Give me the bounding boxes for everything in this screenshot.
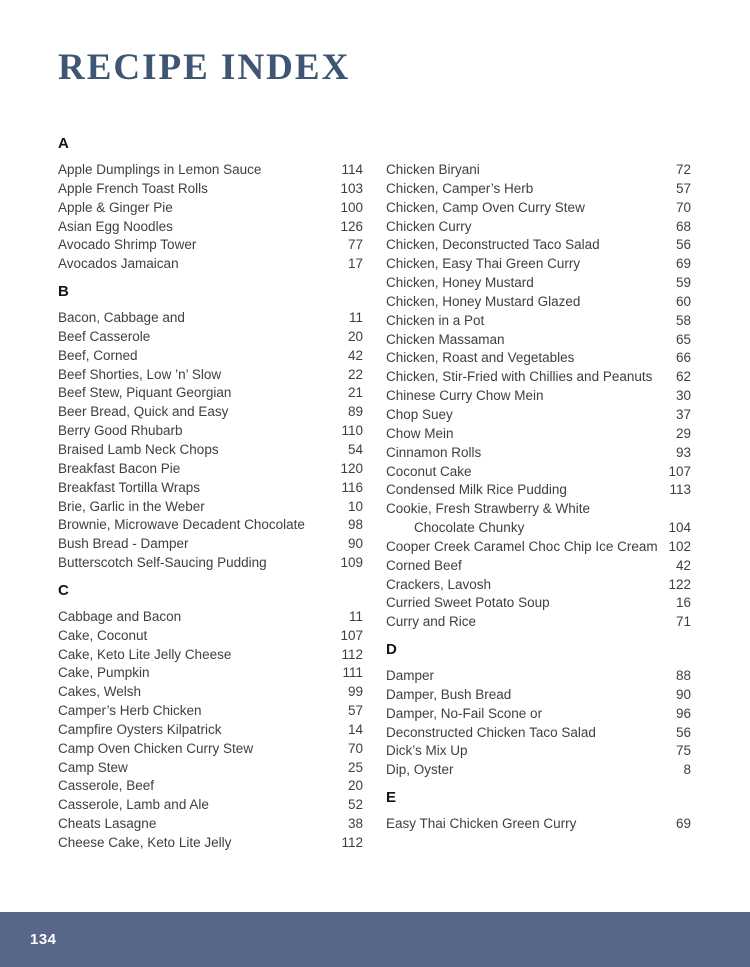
index-entry-line — [58, 759, 363, 778]
index-entry — [58, 683, 363, 702]
section-letter-e: E — [386, 789, 397, 807]
entry-name: Chicken, Easy Thai Green Curry — [386, 256, 581, 272]
entry-name: Apple Dumplings in Lemon Sauce — [58, 162, 262, 177]
index-entry-line — [386, 293, 691, 312]
entry-name: Coconut Cake — [386, 463, 472, 479]
entry-name: Cake, Coconut — [58, 627, 148, 643]
index-entry — [58, 834, 363, 853]
index-entry — [58, 554, 363, 573]
entry-name: Deconstructed Chicken Taco Salad — [386, 724, 596, 740]
entry-name: Curried Sweet Potato Soup — [386, 595, 550, 611]
entry-page-number: 111 — [342, 665, 363, 681]
entry-page-number: 66 — [675, 350, 691, 366]
index-entry — [386, 667, 691, 686]
entry-page-number: 100 — [340, 199, 363, 215]
index-entry — [58, 479, 363, 498]
index-entry-line — [386, 199, 691, 218]
index-entry — [386, 425, 691, 444]
index-column-left — [58, 126, 363, 853]
entry-page-number: 38 — [347, 816, 363, 832]
entry-page-number: 98 — [347, 517, 363, 533]
entry-page-number: 52 — [347, 797, 363, 813]
index-entry — [58, 422, 363, 441]
index-entry — [58, 608, 363, 627]
entry-name: Cheese Cake, Keto Lite Jelly — [58, 835, 232, 850]
entry-page-number: 59 — [675, 275, 691, 291]
entry-name: Chicken, Honey Mustard — [386, 275, 534, 291]
entry-name: Asian Egg Noodles — [58, 218, 173, 234]
index-entry — [386, 463, 691, 482]
entry-name: Cookie, Fresh Strawberry & White — [386, 501, 591, 517]
index-entry-line — [386, 481, 691, 500]
entry-page-number: 42 — [675, 557, 691, 573]
entry-name: Damper — [386, 668, 435, 684]
entry-name: Chicken, Roast and Vegetables — [386, 350, 575, 366]
entry-name: Braised Lamb Neck Chops — [58, 441, 219, 457]
index-entry-line — [386, 218, 691, 237]
index-entry-line — [58, 664, 363, 683]
index-entry-line — [386, 667, 691, 686]
index-entry — [58, 328, 363, 347]
index-entry — [386, 180, 691, 199]
index-entry-line — [386, 538, 691, 557]
index-entry — [58, 236, 363, 255]
index-entry — [386, 161, 691, 180]
entry-page-number: 104 — [668, 520, 691, 536]
entry-page-number: 72 — [675, 162, 691, 177]
entry-page-number: 20 — [347, 778, 363, 794]
entry-page-number: 70 — [675, 199, 691, 215]
entry-page-number: 14 — [347, 721, 363, 737]
index-entry-line — [386, 613, 691, 632]
index-entry — [58, 255, 363, 274]
index-entry — [386, 761, 691, 780]
entry-page-number: 56 — [675, 724, 691, 740]
entry-page-number: 25 — [347, 759, 363, 775]
index-entry-line — [386, 274, 691, 293]
entry-name: Apple French Toast Rolls — [58, 180, 208, 196]
index-entry — [58, 161, 363, 180]
index-entry-line — [386, 331, 691, 350]
entry-page-number: 89 — [347, 404, 363, 420]
section-letter-d: D — [386, 641, 397, 659]
entry-name: Chicken, Honey Mustard Glazed — [386, 293, 581, 309]
entry-page-number: 88 — [675, 668, 691, 684]
entry-page-number: 93 — [675, 444, 691, 460]
index-entry-line — [386, 576, 691, 595]
entry-page-number: 65 — [675, 331, 691, 347]
index-entry-line — [386, 236, 691, 255]
entry-name: Chinese Curry Chow Mein — [386, 388, 544, 404]
entry-name: Beef Casserole — [58, 328, 151, 344]
index-entry — [58, 664, 363, 683]
entry-page-number: 107 — [668, 463, 691, 479]
entry-name: Camper’s Herb Chicken — [58, 703, 202, 719]
index-entry-line — [386, 724, 691, 743]
entry-page-number: 90 — [675, 686, 691, 702]
index-entry — [58, 460, 363, 479]
entry-name: Apple & Ginger Pie — [58, 199, 173, 215]
index-entry-line — [386, 705, 691, 724]
index-entry-line — [58, 627, 363, 646]
index-entry — [58, 384, 363, 403]
index-entry-line — [58, 255, 363, 274]
index-entry — [58, 702, 363, 721]
entry-page-number: 42 — [347, 347, 363, 363]
entry-name: Berry Good Rhubarb — [58, 423, 183, 439]
index-entry — [386, 815, 691, 834]
index-entry — [386, 218, 691, 237]
entry-name: Campfire Oysters Kilpatrick — [58, 721, 222, 737]
entry-page-number: 62 — [675, 369, 691, 385]
entry-page-number: 70 — [347, 740, 363, 756]
entry-name: Cabbage and Bacon — [58, 608, 182, 624]
index-entry-line — [386, 425, 691, 444]
index-entry-line — [58, 161, 363, 180]
index-entry-line — [58, 479, 363, 498]
entry-page-number: 56 — [675, 237, 691, 253]
entry-page-number: 68 — [675, 218, 691, 234]
entry-name: Camp Oven Chicken Curry Stew — [58, 740, 254, 756]
entry-page-number: 122 — [668, 576, 691, 592]
index-entry — [58, 366, 363, 385]
entry-name: Casserole, Beef — [58, 778, 155, 794]
entry-page-number: 126 — [340, 218, 363, 234]
entry-name: Cooper Creek Caramel Choc Chip Ice Cream — [386, 538, 658, 554]
index-entry-line — [386, 406, 691, 425]
footer-page-number: 134 — [30, 931, 57, 948]
entry-page-number: 114 — [341, 162, 363, 177]
index-entry-line — [386, 686, 691, 705]
index-entry-line — [386, 349, 691, 368]
index-entry-line — [58, 460, 363, 479]
index-entry-line — [386, 387, 691, 406]
index-entry — [386, 236, 691, 255]
index-entry — [386, 742, 691, 761]
index-entry-line — [58, 328, 363, 347]
index-entry-line — [58, 777, 363, 796]
entry-page-number: 71 — [675, 614, 691, 630]
entry-name: Breakfast Bacon Pie — [58, 460, 181, 476]
index-entry-line — [386, 500, 691, 519]
index-entry-line — [58, 721, 363, 740]
entry-name: Chow Mein — [386, 425, 454, 441]
index-entry-line — [58, 702, 363, 721]
entry-name: Chicken, Stir-Fried with Chillies and Peanuts — [386, 369, 653, 385]
index-entry-line — [58, 815, 363, 834]
entry-page-number: 57 — [347, 703, 363, 719]
index-entry-line — [58, 535, 363, 554]
index-columns — [58, 126, 691, 853]
entry-name: Dick’s Mix Up — [386, 743, 468, 759]
entry-page-number: 21 — [347, 385, 363, 401]
entry-name: Brownie, Microwave Decadent Chocolate — [58, 517, 305, 533]
entry-page-number: 11 — [348, 608, 363, 624]
entry-name: Chicken Biryani — [386, 162, 480, 177]
index-entry-line — [58, 347, 363, 366]
index-entry-line — [58, 516, 363, 535]
section-letter-a: A — [58, 135, 69, 152]
index-entry-line — [58, 834, 363, 853]
entry-page-number: 77 — [347, 237, 363, 253]
entry-name: Bacon, Cabbage and — [58, 310, 185, 326]
index-entry — [58, 218, 363, 237]
index-entry-line — [386, 761, 691, 780]
index-entry — [386, 255, 691, 274]
entry-name: Easy Thai Chicken Green Curry — [386, 816, 577, 832]
entry-page-number: 99 — [347, 684, 363, 700]
entry-name: Brie, Garlic in the Weber — [58, 498, 205, 514]
index-entry-line — [386, 463, 691, 482]
index-entry — [58, 815, 363, 834]
index-entry-line — [58, 180, 363, 199]
index-entry — [386, 594, 691, 613]
index-entry-line — [386, 519, 691, 538]
index-entry — [386, 481, 691, 500]
entry-page-number: 29 — [675, 425, 691, 441]
entry-page-number: 110 — [341, 423, 363, 439]
index-entry — [386, 312, 691, 331]
index-entry-line — [386, 444, 691, 463]
index-entry — [58, 796, 363, 815]
entry-page-number: 113 — [669, 482, 691, 498]
index-entry-line — [386, 742, 691, 761]
entry-page-number: 60 — [675, 293, 691, 309]
index-entry — [58, 403, 363, 422]
entry-page-number: 8 — [683, 762, 691, 778]
index-entry-line — [58, 236, 363, 255]
index-entry — [386, 349, 691, 368]
index-entry — [58, 777, 363, 796]
index-entry — [58, 535, 363, 554]
index-entry — [386, 199, 691, 218]
entry-name: Beef, Corned — [58, 347, 138, 363]
entry-page-number: 120 — [340, 460, 363, 476]
index-entry — [58, 721, 363, 740]
index-entry-line — [386, 815, 691, 834]
entry-page-number: 57 — [675, 180, 691, 196]
index-entry — [386, 500, 691, 538]
index-entry — [386, 576, 691, 595]
index-entry — [58, 627, 363, 646]
entry-page-number: 69 — [675, 816, 691, 832]
index-entry — [386, 705, 691, 724]
entry-name: Curry and Rice — [386, 614, 477, 630]
index-entry-line — [58, 218, 363, 237]
entry-name: Chicken Curry — [386, 218, 472, 234]
index-entry-line — [58, 366, 363, 385]
index-entry — [386, 331, 691, 350]
entry-name: Crackers, Lavosh — [386, 576, 492, 592]
index-entry-line — [58, 740, 363, 759]
entry-name: Corned Beef — [386, 557, 462, 573]
entry-name: Chicken, Deconstructed Taco Salad — [386, 237, 600, 253]
entry-page-number: 116 — [341, 479, 363, 495]
entry-name: Chop Suey — [386, 406, 453, 422]
index-entry — [386, 686, 691, 705]
entry-page-number: 112 — [341, 646, 363, 662]
entry-page-number: 96 — [675, 705, 691, 721]
index-entry-line — [386, 594, 691, 613]
entry-page-number: 30 — [675, 388, 691, 404]
entry-name: Casserole, Lamb and Ale — [58, 797, 209, 813]
index-entry-line — [386, 368, 691, 387]
index-entry — [386, 406, 691, 425]
entry-name: Condensed Milk Rice Pudding — [386, 482, 567, 498]
page-title: RECIPE INDEX — [58, 47, 351, 88]
index-entry — [58, 740, 363, 759]
index-entry — [386, 538, 691, 557]
index-entry — [58, 199, 363, 218]
entry-page-number: 37 — [675, 406, 691, 422]
entry-page-number: 22 — [347, 366, 363, 382]
entry-name: Camp Stew — [58, 759, 128, 775]
index-entry-line — [58, 646, 363, 665]
index-entry — [58, 180, 363, 199]
index-entry — [386, 724, 691, 743]
index-entry-line — [58, 608, 363, 627]
entry-name: Dip, Oyster — [386, 762, 454, 778]
index-entry-line — [386, 312, 691, 331]
entry-name: Cinnamon Rolls — [386, 444, 482, 460]
section-letter-c: C — [58, 581, 69, 599]
index-entry-line — [58, 683, 363, 702]
index-entry-line — [386, 180, 691, 199]
index-entry-line — [58, 199, 363, 218]
entry-name: Chicken in a Pot — [386, 312, 485, 328]
index-entry-line — [58, 422, 363, 441]
section-letter-b: B — [58, 283, 69, 301]
entry-name: Bush Bread - Damper — [58, 536, 189, 552]
entry-name: Beer Bread, Quick and Easy — [58, 404, 229, 420]
index-entry-line — [386, 557, 691, 576]
index-entry — [58, 309, 363, 328]
entry-name: Avocados Jamaican — [58, 256, 179, 272]
index-entry-line — [58, 796, 363, 815]
index-entry — [58, 441, 363, 460]
index-entry — [58, 347, 363, 366]
entry-name: Damper, Bush Bread — [386, 686, 512, 702]
entry-page-number: 69 — [675, 256, 691, 272]
entry-name-continued: Chocolate Chunky — [414, 520, 525, 536]
entry-name: Chicken Massaman — [386, 331, 505, 347]
index-entry-line — [58, 309, 363, 328]
index-column-right — [386, 126, 691, 853]
entry-name: Cheats Lasagne — [58, 816, 157, 832]
entry-name: Butterscotch Self-Saucing Pudding — [58, 555, 267, 571]
entry-page-number: 107 — [340, 627, 363, 643]
entry-name: Cake, Keto Lite Jelly Cheese — [58, 646, 232, 662]
entry-name: Beef Stew, Piquant Georgian — [58, 385, 232, 401]
entry-page-number: 58 — [675, 312, 691, 328]
entry-name: Breakfast Tortilla Wraps — [58, 479, 201, 495]
entry-page-number: 102 — [668, 538, 691, 554]
index-entry-line — [58, 554, 363, 573]
entry-name: Chicken, Camper’s Herb — [386, 180, 534, 196]
entry-page-number: 109 — [340, 555, 363, 571]
index-entry-line — [386, 161, 691, 180]
index-entry-line — [58, 498, 363, 517]
entry-page-number: 75 — [675, 743, 691, 759]
index-entry — [386, 387, 691, 406]
entry-page-number: 54 — [347, 441, 363, 457]
index-entry-line — [58, 441, 363, 460]
index-entry — [58, 646, 363, 665]
entry-name: Damper, No-Fail Scone or — [386, 705, 543, 721]
index-entry-line — [58, 384, 363, 403]
index-entry-line — [386, 255, 691, 274]
entry-name: Cakes, Welsh — [58, 684, 142, 700]
index-entry-line — [58, 403, 363, 422]
entry-page-number: 17 — [347, 256, 363, 272]
index-entry — [386, 293, 691, 312]
entry-page-number: 16 — [675, 595, 691, 611]
entry-page-number: 112 — [341, 835, 363, 850]
index-entry — [386, 368, 691, 387]
entry-name: Cake, Pumpkin — [58, 665, 150, 681]
index-entry — [58, 498, 363, 517]
page-footer — [0, 912, 750, 967]
entry-page-number: 10 — [347, 498, 363, 514]
entry-name: Avocado Shrimp Tower — [58, 237, 197, 253]
index-entry — [386, 444, 691, 463]
index-entry — [58, 759, 363, 778]
index-entry — [386, 613, 691, 632]
entry-page-number: 103 — [340, 180, 363, 196]
index-entry — [386, 557, 691, 576]
index-entry — [386, 274, 691, 293]
entry-page-number: 11 — [348, 310, 363, 326]
index-entry — [58, 516, 363, 535]
entry-page-number: 90 — [347, 536, 363, 552]
entry-name: Chicken, Camp Oven Curry Stew — [386, 199, 585, 215]
entry-name: Beef Shorties, Low ’n’ Slow — [58, 366, 222, 382]
entry-page-number: 20 — [347, 328, 363, 344]
